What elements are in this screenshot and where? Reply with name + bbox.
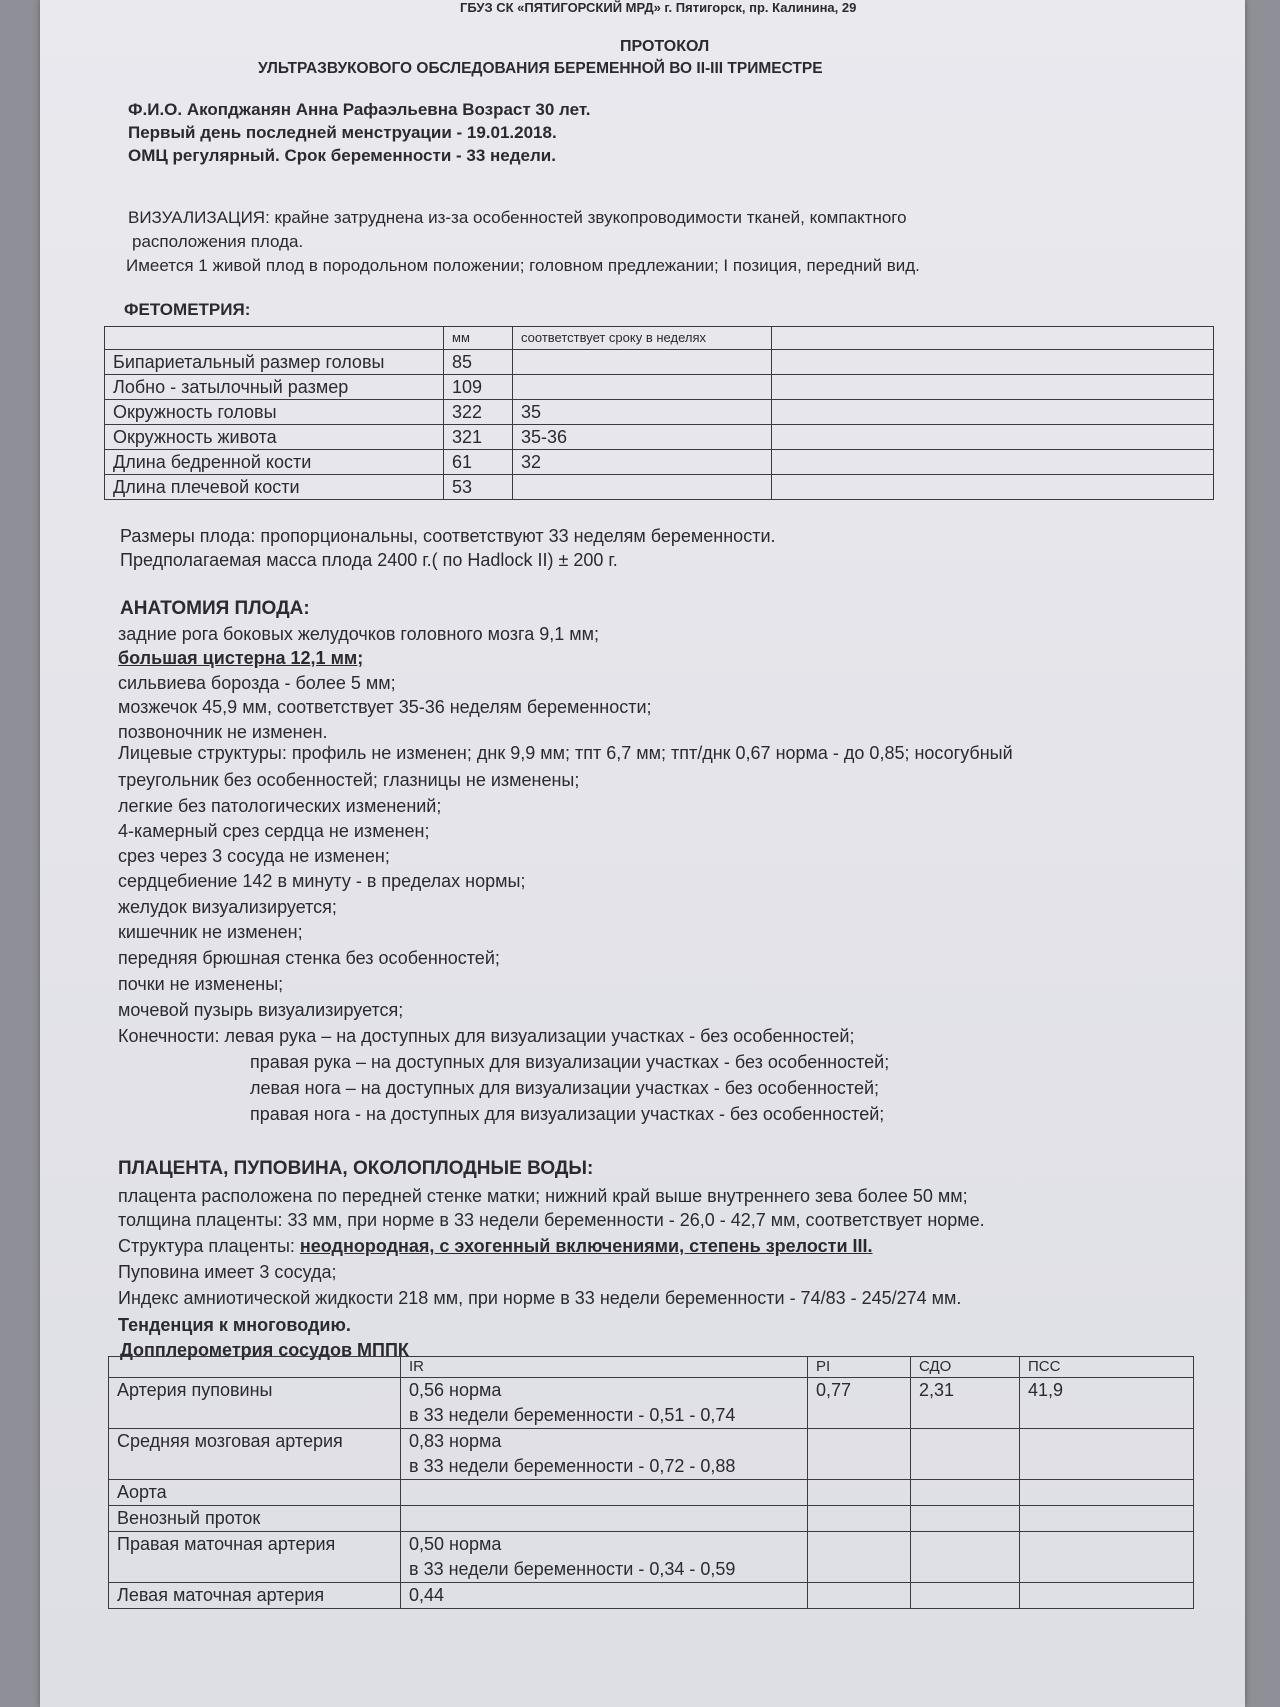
row-pi	[808, 1429, 911, 1480]
anatomy-line: треугольник без особенностей; глазницы не изменены;	[118, 770, 580, 790]
row-pss	[1020, 1429, 1194, 1480]
row-label: Аорта	[109, 1480, 401, 1506]
row-weeks	[513, 475, 772, 500]
table-row	[109, 1506, 1194, 1532]
pregnancy-term: ОМЦ регулярный. Срок беременности - 33 недели.	[128, 146, 556, 165]
table-header-cell: ПСС	[1020, 1357, 1194, 1378]
row-label: Артерия пуповины	[109, 1378, 401, 1429]
anatomy-line: срез через 3 сосуда не изменен;	[118, 846, 390, 866]
row-mm: 322	[444, 400, 513, 425]
row-pss	[1020, 1480, 1194, 1506]
row-ir: 0,44	[401, 1583, 808, 1609]
table-row	[109, 1429, 1194, 1480]
anatomy-line: позвоночник не изменен.	[118, 722, 328, 742]
fetometry-note: Предполагаемая масса плода 2400 г.( по Hadlock II) ± 200 г.	[120, 550, 618, 570]
table-header-cell	[772, 327, 1214, 350]
anatomy-line: задние рога боковых желудочков головного мозга 9,1 мм;	[118, 624, 599, 644]
row-sdo	[911, 1480, 1020, 1506]
row-ir	[401, 1378, 808, 1429]
row-pss: 41,9	[1020, 1378, 1194, 1429]
document-page	[40, 0, 1245, 1707]
row-weeks: 35	[513, 400, 772, 425]
anatomy-line: правая рука – на доступных для визуализации участках - без особенностей;	[250, 1052, 890, 1072]
doppler-title: Допплерометрия сосудов МППК	[120, 1340, 409, 1360]
anatomy-line: Лицевые структуры: профиль не изменен; днк 9,9 мм; тпт 6,7 мм; тпт/днк 0,67 норма - до 0,85; носогубный	[118, 743, 1013, 763]
row-label: Левая маточная артерия	[109, 1583, 401, 1609]
row-ir	[401, 1480, 808, 1506]
row-label: Правая маточная артерия	[109, 1532, 401, 1583]
visualization-line: ВИЗУАЛИЗАЦИЯ: крайне затруднена из-за особенностей звукопроводимости тканей, компактного	[128, 208, 907, 227]
row-mm: 61	[444, 450, 513, 475]
visualization-line: Имеется 1 живой плод в породольном положении; головном предлежании; I позиция, передний вид.	[126, 256, 920, 275]
fetometry-title: ФЕТОМЕТРИЯ:	[124, 300, 251, 319]
row-weeks	[513, 350, 772, 375]
empty-cell	[772, 350, 1214, 375]
empty-cell	[772, 475, 1214, 500]
anatomy-line: легкие без патологических изменений;	[118, 796, 442, 816]
placenta-line: Индекс амниотической жидкости 218 мм, при норме в 33 недели беременности - 74/83 - 245/274 мм.	[118, 1288, 962, 1308]
row-pi	[808, 1583, 911, 1609]
anatomy-line: сердцебиение 142 в минуту - в пределах нормы;	[118, 871, 526, 891]
placenta-structure-value: неоднородная, с эхогенный включениями, степень зрелости III.	[299, 1236, 873, 1256]
anatomy-line: Конечности: левая рука – на доступных для визуализации участках - без особенностей;	[118, 1026, 855, 1046]
row-mm: 321	[444, 425, 513, 450]
row-label: Лобно - затылочный размер	[105, 375, 444, 400]
row-pi	[808, 1506, 911, 1532]
row-sdo	[911, 1506, 1020, 1532]
row-pi	[808, 1480, 911, 1506]
table-row	[105, 350, 1214, 375]
table-row	[105, 450, 1214, 475]
empty-cell	[772, 400, 1214, 425]
row-pss	[1020, 1583, 1194, 1609]
ir-norm: в 33 недели беременности - 0,72 - 0,88	[409, 1456, 736, 1476]
ir-value: 0,50 норма	[409, 1534, 502, 1554]
placenta-line	[118, 1236, 873, 1257]
row-weeks	[513, 375, 772, 400]
row-weeks: 35-36	[513, 425, 772, 450]
row-sdo	[911, 1429, 1020, 1480]
row-mm: 109	[444, 375, 513, 400]
table-header-cell	[105, 327, 444, 350]
row-sdo	[911, 1532, 1020, 1583]
row-ir	[401, 1532, 808, 1583]
row-label: Венозный проток	[109, 1506, 401, 1532]
fetometry-table	[104, 326, 1214, 500]
row-sdo: 2,31	[911, 1378, 1020, 1429]
row-mm: 53	[444, 475, 513, 500]
row-weeks: 32	[513, 450, 772, 475]
row-pss	[1020, 1506, 1194, 1532]
row-label: Средняя мозговая артерия	[109, 1429, 401, 1480]
table-header-cell: мм	[444, 327, 513, 350]
table-row	[105, 400, 1214, 425]
anatomy-line: передняя брюшная стенка без особенностей;	[118, 948, 500, 968]
anatomy-line: почки не изменены;	[118, 974, 284, 994]
anatomy-line: правая нога - на доступных для визуализации участках - без особенностей;	[250, 1104, 885, 1124]
table-row	[105, 425, 1214, 450]
ir-norm: в 33 недели беременности - 0,34 - 0,59	[409, 1559, 736, 1579]
table-header-cell: IR	[401, 1357, 808, 1378]
row-sdo	[911, 1583, 1020, 1609]
placenta-line: Пуповина имеет 3 сосуда;	[118, 1262, 337, 1282]
placenta-structure-label: Структура плаценты:	[118, 1236, 300, 1256]
table-row	[105, 375, 1214, 400]
placenta-line: Тенденция к многоводию.	[118, 1315, 351, 1335]
protocol-subtitle: УЛЬТРАЗВУКОВОГО ОБСЛЕДОВАНИЯ БЕРЕМЕННОЙ ВО II-III ТРИМЕСТРЕ	[258, 60, 823, 77]
last-menstruation: Первый день последней менструации - 19.01.2018.	[128, 123, 557, 142]
row-label: Окружность головы	[105, 400, 444, 425]
row-pss	[1020, 1532, 1194, 1583]
fetometry-note: Размеры плода: пропорциональны, соответствуют 33 неделям беременности.	[120, 526, 776, 546]
protocol-title: ПРОТОКОЛ	[620, 38, 710, 55]
table-row	[109, 1480, 1194, 1506]
anatomy-line: мочевой пузырь визуализируется;	[118, 1000, 404, 1020]
table-header-cell	[109, 1357, 401, 1378]
anatomy-line: сильвиева борозда - более 5 мм;	[118, 673, 396, 693]
row-label: Окружность живота	[105, 425, 444, 450]
placenta-title: ПЛАЦЕНТА, ПУПОВИНА, ОКОЛОПЛОДНЫЕ ВОДЫ:	[118, 1158, 594, 1179]
empty-cell	[772, 425, 1214, 450]
anatomy-title: АНАТОМИЯ ПЛОДА:	[120, 598, 310, 619]
row-ir	[401, 1429, 808, 1480]
visualization-line: расположения плода.	[132, 232, 304, 251]
row-pi	[808, 1532, 911, 1583]
doppler-table	[108, 1356, 1194, 1609]
row-mm: 85	[444, 350, 513, 375]
row-ir	[401, 1506, 808, 1532]
row-label: Бипариетальный размер головы	[105, 350, 444, 375]
ir-value: 0,56 норма	[409, 1380, 502, 1400]
placenta-line: толщина плаценты: 33 мм, при норме в 33 недели беременности - 26,0 - 42,7 мм, соответствует норме.	[118, 1210, 985, 1230]
empty-cell	[772, 375, 1214, 400]
table-header-cell: СДО	[911, 1357, 1020, 1378]
table-header-cell: PI	[808, 1357, 911, 1378]
ir-value: 0,83 норма	[409, 1431, 502, 1451]
anatomy-line: большая цистерна 12,1 мм;	[118, 648, 364, 668]
row-pi: 0,77	[808, 1378, 911, 1429]
ir-norm: в 33 недели беременности - 0,51 - 0,74	[409, 1405, 736, 1425]
organization-line: ГБУЗ СК «ПЯТИГОРСКИЙ МРД» г. Пятигорск, пр. Калинина, 29	[460, 0, 857, 15]
empty-cell	[772, 450, 1214, 475]
anatomy-line: кишечник не изменен;	[118, 922, 303, 942]
anatomy-line: 4-камерный срез сердца не изменен;	[118, 821, 430, 841]
table-row	[109, 1583, 1194, 1609]
table-header-cell: соответствует сроку в неделях	[513, 327, 772, 350]
anatomy-line: мозжечок 45,9 мм, соответствует 35-36 неделям беременности;	[118, 697, 652, 717]
patient-name-age: Ф.И.О. Акопджанян Анна Рафаэльевна Возраст 30 лет.	[128, 100, 591, 119]
table-row	[105, 475, 1214, 500]
table-row	[109, 1532, 1194, 1583]
anatomy-line: желудок визуализируется;	[118, 897, 337, 917]
anatomy-line: левая нога – на доступных для визуализации участках - без особенностей;	[250, 1078, 880, 1098]
placenta-line: плацента расположена по передней стенке матки; нижний край выше внутреннего зева более 50 мм;	[118, 1186, 968, 1206]
table-row	[109, 1378, 1194, 1429]
row-label: Длина бедренной кости	[105, 450, 444, 475]
row-label: Длина плечевой кости	[105, 475, 444, 500]
